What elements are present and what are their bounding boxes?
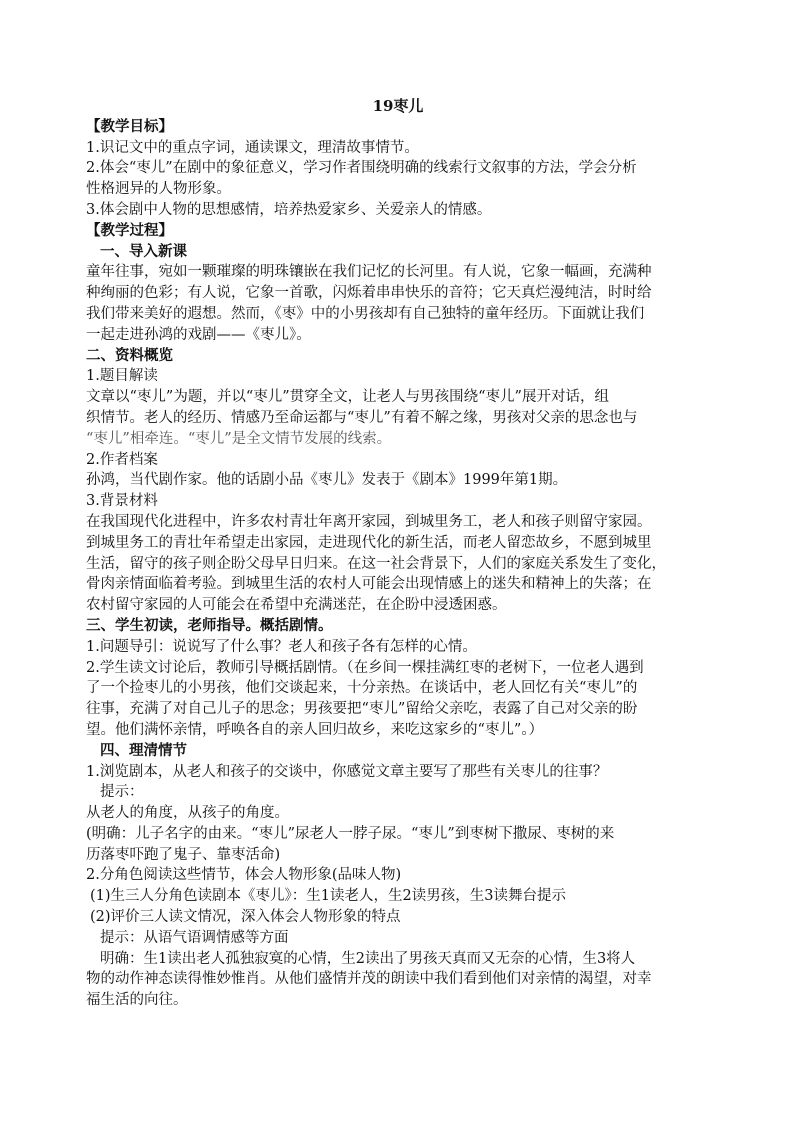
objective-line: 3.体会剧中人物的思想感情，培养热爱家乡、关爱亲人的情感。: [86, 201, 492, 218]
subheading: 3.背景材料: [86, 493, 158, 510]
paragraph-line: 生活，留守的孩子则企盼父母早日归来。在这一社会背景下，人们的家庭关系发生了变化，: [86, 555, 666, 572]
paragraph-line: 农村留守家园的人可能会在希望中充满迷茫，在企盼中浸透困惑。: [86, 597, 507, 614]
paragraph-line: 2.学生读文讨论后，教师引导概括剧情。（在乡间一棵挂满红枣的老树下，一位老人遇到: [86, 659, 644, 676]
paragraph-line: 到城里务工的青壮年希望走出家园，走进现代化的新生活，而老人留恋故乡，不愿到城里: [86, 534, 652, 551]
paragraph-line: 在我国现代化进程中，许多农村青壮年离开家园，到城里务工，老人和孩子则留守家园。: [86, 513, 652, 530]
process-heading: 【教学过程】: [86, 221, 173, 239]
section-1-heading: 一、导入新课: [100, 242, 187, 260]
paragraph-line: 我们带来美好的遐想。然而，《枣》中的小男孩却有自己独特的童年经历。下面就让我们: [86, 305, 645, 322]
objective-line: 2.体会“枣儿”在剧中的象征意义，学习作者围绕明确的线索行文叙事的方法，学会分析: [86, 160, 637, 177]
objective-line: 1.识记文中的重点字词，通读课文，理清故事情节。: [86, 139, 419, 156]
paragraph-line: 历落枣吓跑了鬼子、靠枣活命): [86, 846, 281, 863]
subheading: 1.题目解读: [86, 368, 158, 385]
paragraph-line: 种绚丽的色彩；有人说，它象一首歌，闪烁着串串快乐的音符；它天真烂漫纯洁，时时给: [86, 285, 652, 302]
paragraph-line: 了一个捡枣儿的小男孩，他们交谈起来，十分亲热。在谈话中，老人回忆有关“枣儿”的: [86, 680, 638, 697]
paragraph-line: (2)评价三人读文情况，深入体会人物形象的特点: [90, 909, 401, 926]
paragraph-line: 从老人的角度，从孩子的角度。: [86, 805, 289, 822]
paragraph-line: 孙鸿，当代剧作家。他的话剧小品《枣儿》发表于《剧本》1999年第1期。: [86, 472, 568, 489]
section-2-heading: 二、资料概览: [86, 346, 173, 364]
document-page: [86, 96, 710, 1011]
question-line: 2.分角色阅读这些情节，体会人物形象(品味人物): [86, 867, 402, 884]
paragraph-line: 织情节。老人的经历、情感乃至命运都与“枣儿”有着不解之缘，男孩对父亲的思念也与: [86, 409, 638, 426]
objective-line: 性格迥异的人物形象。: [86, 181, 231, 198]
question-line: 1.浏览剧本，从老人和孩子的交谈中，你感觉文章主要写了那些有关枣儿的往事？: [86, 763, 608, 780]
paragraph-line: 望。他们满怀亲情，呼唤各自的亲人回归故乡，来吃这家乡的“枣儿”。）: [86, 721, 544, 738]
paragraph-line: 明确：生1读出老人孤独寂寞的心情，生2读出了男孩天真而又无奈的心情，生3将人: [100, 950, 636, 967]
section-3-heading: 三、学生初读，老师指导。概括剧情。: [86, 616, 333, 634]
paragraph-line: 物的动作神态读得惟妙惟肖。从他们盛情并茂的朗读中我们看到他们对亲情的渴望，对幸: [86, 971, 652, 988]
paragraph-line: (1)生三人分角色读剧本《枣儿》：生1读老人，生2读男孩，生3读舞台提示: [90, 888, 566, 905]
paragraph-line: 福生活的向往。: [86, 992, 188, 1009]
subheading: 2.作者档案: [86, 451, 158, 468]
paragraph-line: 骨肉亲情面临着考验。到城里生活的农村人可能会出现情感上的迷失和精神上的失落；在: [86, 576, 652, 593]
paragraph-line: 1.问题导引：说说写了什么事？老人和孩子各有怎样的心情。: [86, 638, 477, 655]
hint-line: 提示：从语气语调情感等方面: [100, 929, 289, 946]
paragraph-line: 一起走进孙鸿的戏剧——《枣儿》。: [86, 326, 311, 343]
document-title: 19枣儿: [372, 97, 424, 115]
section-4-heading: 四、理清情节: [100, 741, 187, 759]
paragraph-line: 文章以“枣儿”为题，并以“枣儿”贯穿全文，让老人与男孩围绕“枣儿”展开对话，组: [86, 389, 609, 406]
paragraph-line: “枣儿”相牵连。“枣儿”是全文情节发展的线索。: [86, 430, 392, 447]
hint-label: 提示：: [100, 784, 144, 801]
paragraph-line: 往事，充满了对自己儿子的思念；男孩要把“枣儿”留给父亲吃，表露了自己对父亲的盼: [86, 701, 638, 718]
paragraph-line: 童年往事，宛如一颗璀璨的明珠镶嵌在我们记忆的长河里。有人说，它象一幅画，充满种: [86, 264, 652, 281]
objectives-heading: 【教学目标】: [86, 117, 173, 135]
paragraph-line: (明确：儿子名字的由来。“枣儿”尿老人一脖子尿。“枣儿”到枣树下撒尿、枣树的来: [86, 825, 615, 842]
